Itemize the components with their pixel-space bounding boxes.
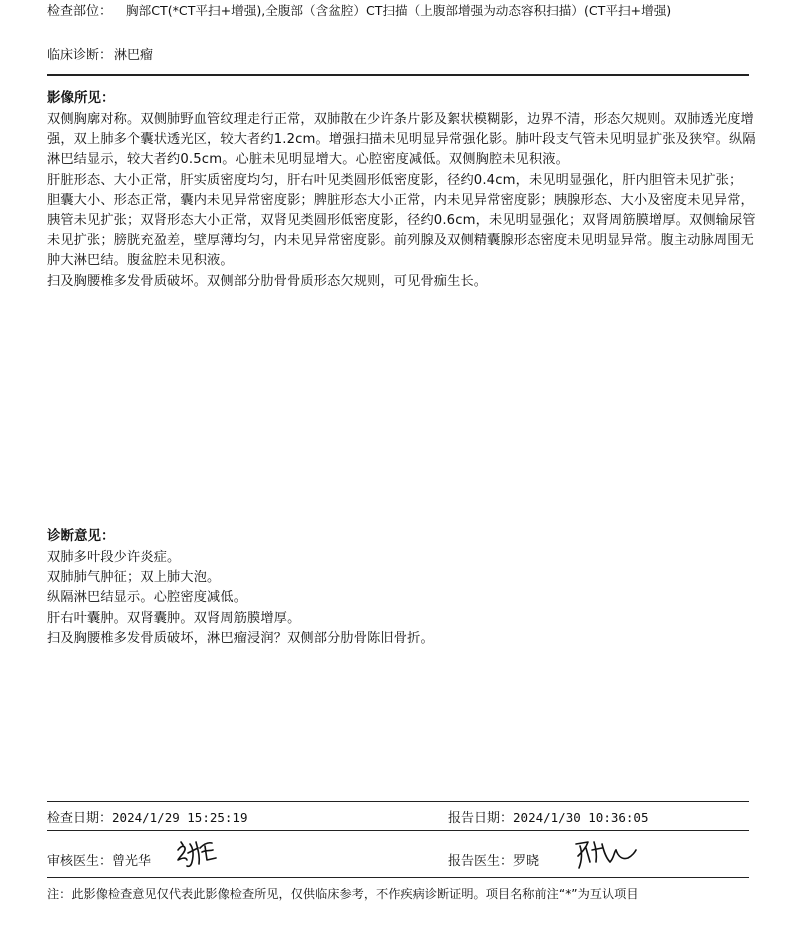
reporter-label: 报告医生： [448,854,514,869]
impression-line: 肝右叶囊肿。双肾囊肿。双肾周筋膜增厚。 [47,610,301,626]
findings-paragraph: 扫及胸腰椎多发骨质破坏。双侧部分肋骨骨质形态欠规则，可见骨痂生长。 [47,273,488,289]
impression-body [47,548,757,649]
disclaimer-text: 注：此影像检查意见仅代表此影像检查所见，仅供临床参考，不作疾病诊断证明。项目名称前注“*”为互认项目 [47,887,639,901]
header-divider [47,74,749,76]
clinical-diagnosis-value: 淋巴瘤 [114,48,154,63]
reporter-name: 罗晓 [513,854,540,869]
exam-site-value: 胸部CT(*CT平扫+增强),全腹部（含盆腔）CT扫描（上腹部增强为动态容积扫描）(CT平扫+增强) [126,3,672,18]
clinical-diagnosis-row [47,46,153,66]
reporter-signature-image [570,836,640,872]
findings-body [47,110,757,292]
impression-title: 诊断意见： [47,528,115,544]
exam-site-row [47,1,671,22]
impression-line: 纵隔淋巴结显示。心腔密度减低。 [47,590,248,606]
footer-divider-top [47,801,749,802]
reviewer-signature-image [172,836,220,872]
reviewer-row [47,852,151,872]
reviewer-label: 审核医生： [47,854,113,869]
exam-date-value: 2024/1/29 15:25:19 [112,810,248,825]
findings-paragraph: 双侧胸廓对称。双侧肺野血管纹理走行正常，双肺散在少许条片影及絮状模糊影，边界不清，形态欠规则。双肺透光度增强，双上肺多个囊状透光区，较大者约1.2cm。增强扫描未见明显异常强化影。肺叶段支气管未见明显扩张及狭窄。纵隔淋巴结显示，较大者约0.5cm。心脏未见明显增大。心腔密度减低。双侧胸腔未见积液。 [47,112,756,168]
report-date-label: 报告日期： [448,811,514,826]
findings-title: 影像所见： [47,90,115,106]
exam-date-row [47,808,247,829]
findings-paragraph: 肝脏形态、大小正常，肝实质密度均匀，肝右叶见类圆形低密度影，径约0.4cm，未见明显强化，肝内胆管未见扩张； 胆囊大小、形态正常，囊内未见异常密度影；脾脏形态大小正常，内未见异常密度影；胰腺形态、大小及密度未见异常，胰管未见扩张；双肾形态大小正常，双肾见类圆形低密度影，径约0.6cm，未见明显强化；双肾周筋膜增厚。双侧输尿管未见扩张；膀胱充盈差，壁厚薄均匀，内未见异常密度影。前列腺及双侧精囊腺形态密度未见明显异常。腹主动脉周围无肿大淋巴结。腹盆腔未见积液。 [47,172,756,269]
footer-divider-middle [47,830,749,831]
exam-date-label: 检查日期： [47,811,113,826]
report-date-value: 2024/1/30 10:36:05 [513,810,649,825]
exam-site-label: 检查部位： [47,4,113,19]
footer-divider-bottom [47,877,749,878]
impression-line: 双肺多叶段少许炎症。 [47,550,181,565]
reviewer-name: 曾光华 [112,854,152,869]
report-date-row [448,808,648,829]
impression-line: 扫及胸腰椎多发骨质破坏，淋巴瘤浸润？双侧部分肋骨陈旧骨折。 [47,630,434,646]
impression-line: 双肺肺气肿征；双上肺大泡。 [47,570,221,586]
clinical-diagnosis-label: 临床诊断： [47,48,113,63]
reporter-row [448,852,539,872]
